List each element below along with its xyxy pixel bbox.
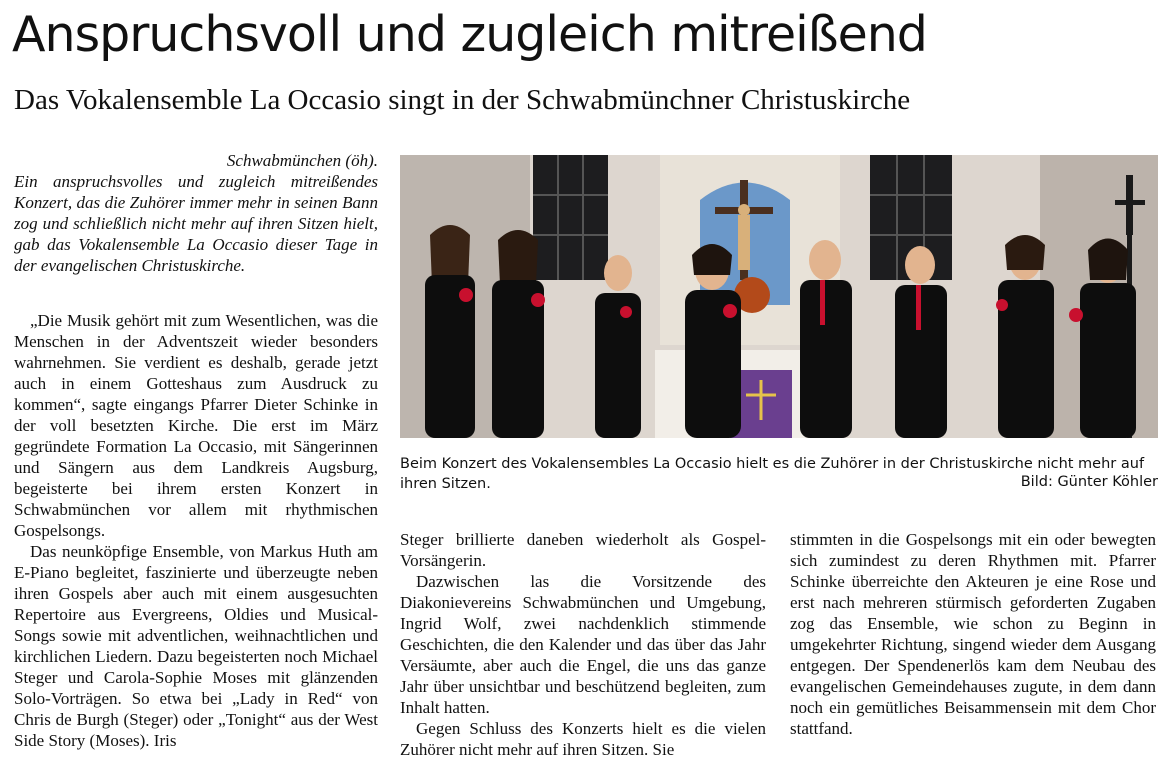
body-paragraph: stimmten in die Gospelsongs mit ein oder bewegten sich zumindest zu deren Rhythmen mit. Pfarrer Schinke überreichte den Akteuren je eine Rose und erst nach mehreren stürmisch geforderten Zugaben zog das Ensemble, wie schon zu Beginn in umgekehrter Richtung, singend wieder dem Ausgang entgegen. Der Spendenerlös kam dem Neubau des evangelischen Gemeindehauses zugute, in dem dann noch ein gemütliches Beisammensein mit dem Chor stattfand. [790,530,1156,738]
concert-photo-illustration [400,155,1158,438]
concert-photo [400,155,1158,438]
subheadline: Das Vokalensemble La Occasio singt in der Schwabmünchner Christuskirche [14,84,911,116]
article-column-2 [400,529,766,760]
body-paragraph: Steger brillierte daneben wiederholt als Gospel-Vorsängerin. [400,530,766,570]
lead-text: Ein anspruchsvolles und zugleich mitreißendes Konzert, das die Zuhörer immer mehr in seinen Bann zog und schließlich nicht mehr auf ihren Sitzen hielt, gab das Vokalensemble La Occasio dieser Tage in der evangelischen Christuskirche. [14,172,378,275]
photo-caption: Beim Konzert des Vokalensembles La Occasio hielt es die Zuhörer in der Christuskirche nicht mehr auf ihren Sitzen. [400,456,1145,492]
article-column-3 [790,529,1156,739]
headline: Anspruchsvoll und zugleich mitreißend [12,6,927,63]
body-paragraph: „Die Musik gehört mit zum Wesentlichen, was die Menschen in der Adventszeit wieder besonders wahrnehmen. Sie verdient es deshalb, gerade jetzt auch in einem Gotteshaus zum Ausdruck zu kommen“, sagte eingangs Pfarrer Dieter Schinke in der voll besetzten Kirche. Die erst im März gegründete Formation La Occasio, mit Sängerinnen und Sängern aus dem Landkreis Augsburg, begeisterte bei ihrem ersten Konzert in Schwabmünchen vor allem mit rhythmischen Gospelsongs. [14,311,378,540]
body-paragraph: Dazwischen las die Vorsitzende des Diakonievereins Schwabmünchen und Umgebung, Ingrid Wolf, zwei nachdenklich stimmende Geschichten, die den Kalender und das über das Jahr Versäumte, aber auch die Engel, die uns das ganze Jahr über unsichtbar und beschützend begleiten, zum Inhalt hatten. [400,572,766,717]
article-column-1 [14,310,378,751]
dateline: Schwabmünchen (öh). [226,151,378,170]
photo-credit: Bild: Günter Köhler [1020,474,1158,490]
body-paragraph: Das neunköpfige Ensemble, von Markus Huth am E-Piano begleitet, faszinierte und überzeugte neben ihren Gospels aber auch mit einem ausgesuchten Repertoire aus Evergreens, Oldies und Musical-Songs sowie mit adventlichen, weihnachtlichen und kirchlichen Liedern. Dazu begeisterten noch Michael Steger und Carola-Sophie Moses mit glänzenden Solo-Vorträgen. So etwa bei „Lady in Red“ von Chris de Burgh (Steger) oder „Tonight“ aus der West Side Story (Moses). Iris [14,542,378,750]
body-paragraph: Gegen Schluss des Konzerts hielt es die vielen Zuhörer nicht mehr auf ihren Sitzen. Sie [400,719,766,759]
lead-paragraph [14,150,378,276]
